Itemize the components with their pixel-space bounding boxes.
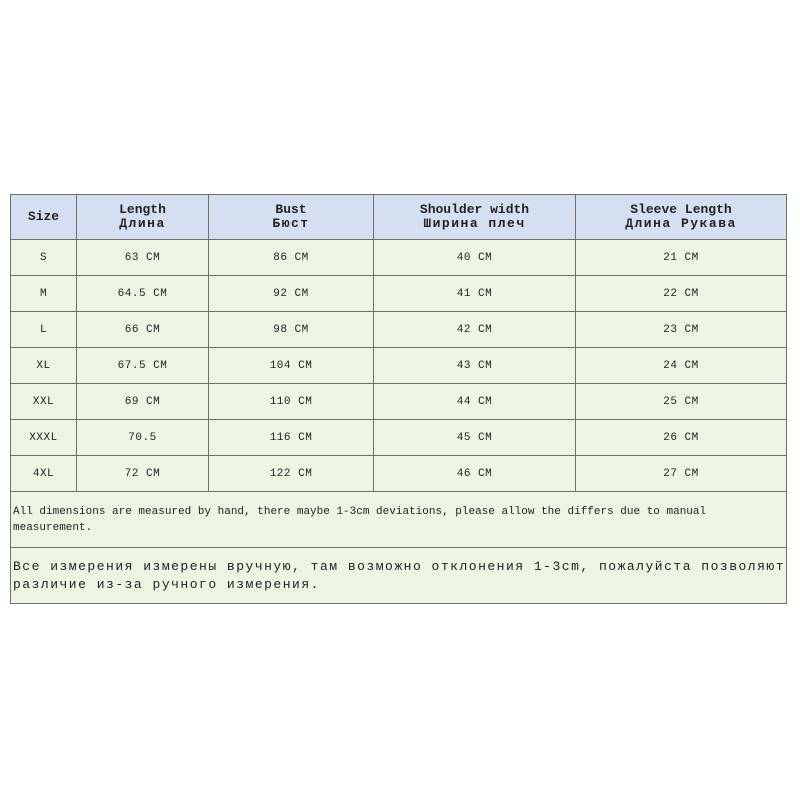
table-row: [11, 456, 787, 492]
header-row: [11, 195, 787, 240]
note-row-english: [11, 492, 787, 548]
header-bust-en: Bust: [275, 202, 307, 217]
cell-shoulder: 41 CM: [374, 276, 576, 312]
cell-sleeve: 25 CM: [576, 384, 787, 420]
header-bust: [209, 195, 374, 240]
cell-length: 67.5 CM: [77, 348, 209, 384]
table-row: [11, 384, 787, 420]
header-sleeve-ru: Длина Рукава: [625, 216, 737, 231]
cell-size: S: [11, 240, 77, 276]
cell-size: XL: [11, 348, 77, 384]
table-row: [11, 420, 787, 456]
cell-bust: 110 CM: [209, 384, 374, 420]
cell-bust: 104 CM: [209, 348, 374, 384]
cell-size: L: [11, 312, 77, 348]
header-length-en: Length: [119, 202, 166, 217]
table-row: [11, 240, 787, 276]
header-shoulder-en: Shoulder width: [419, 202, 530, 217]
cell-shoulder: 44 CM: [374, 384, 576, 420]
cell-shoulder: 40 CM: [374, 240, 576, 276]
cell-sleeve: 24 CM: [576, 348, 787, 384]
cell-sleeve: 21 CM: [576, 240, 787, 276]
cell-length: 66 CM: [77, 312, 209, 348]
header-length: [77, 195, 209, 240]
cell-size: 4XL: [11, 456, 77, 492]
cell-bust: 116 CM: [209, 420, 374, 456]
table-row: [11, 276, 787, 312]
table-row: [11, 312, 787, 348]
cell-bust: 86 CM: [209, 240, 374, 276]
note-english: All dimensions are measured by hand, there maybe 1-3cm deviations, please allow the differs due to manual measurement.: [11, 492, 787, 548]
header-size: Size: [11, 195, 77, 240]
header-shoulder: [374, 195, 576, 240]
cell-length: 69 CM: [77, 384, 209, 420]
cell-shoulder: 43 CM: [374, 348, 576, 384]
cell-size: XXXL: [11, 420, 77, 456]
header-length-ru: Длина: [119, 216, 166, 231]
cell-sleeve: 26 CM: [576, 420, 787, 456]
cell-shoulder: 46 CM: [374, 456, 576, 492]
cell-length: 63 CM: [77, 240, 209, 276]
header-shoulder-ru: Ширина плеч: [423, 216, 526, 231]
header-sleeve: [576, 195, 787, 240]
cell-shoulder: 45 CM: [374, 420, 576, 456]
cell-shoulder: 42 CM: [374, 312, 576, 348]
cell-length: 64.5 CM: [77, 276, 209, 312]
cell-sleeve: 22 CM: [576, 276, 787, 312]
note-russian: Все измерения измерены вручную, там возможно отклонения 1-3cm, пожалуйста позволяют различие из-за ручного измерения.: [11, 548, 787, 604]
header-bust-ru: Бюст: [272, 216, 310, 231]
size-chart-table: [10, 194, 787, 604]
cell-length: 70.5: [77, 420, 209, 456]
header-sleeve-en: Sleeve Length: [630, 202, 732, 217]
table-row: [11, 348, 787, 384]
cell-sleeve: 27 CM: [576, 456, 787, 492]
cell-sleeve: 23 CM: [576, 312, 787, 348]
cell-bust: 98 CM: [209, 312, 374, 348]
note-row-russian: [11, 548, 787, 604]
cell-bust: 92 CM: [209, 276, 374, 312]
cell-length: 72 CM: [77, 456, 209, 492]
cell-size: XXL: [11, 384, 77, 420]
cell-bust: 122 CM: [209, 456, 374, 492]
cell-size: M: [11, 276, 77, 312]
